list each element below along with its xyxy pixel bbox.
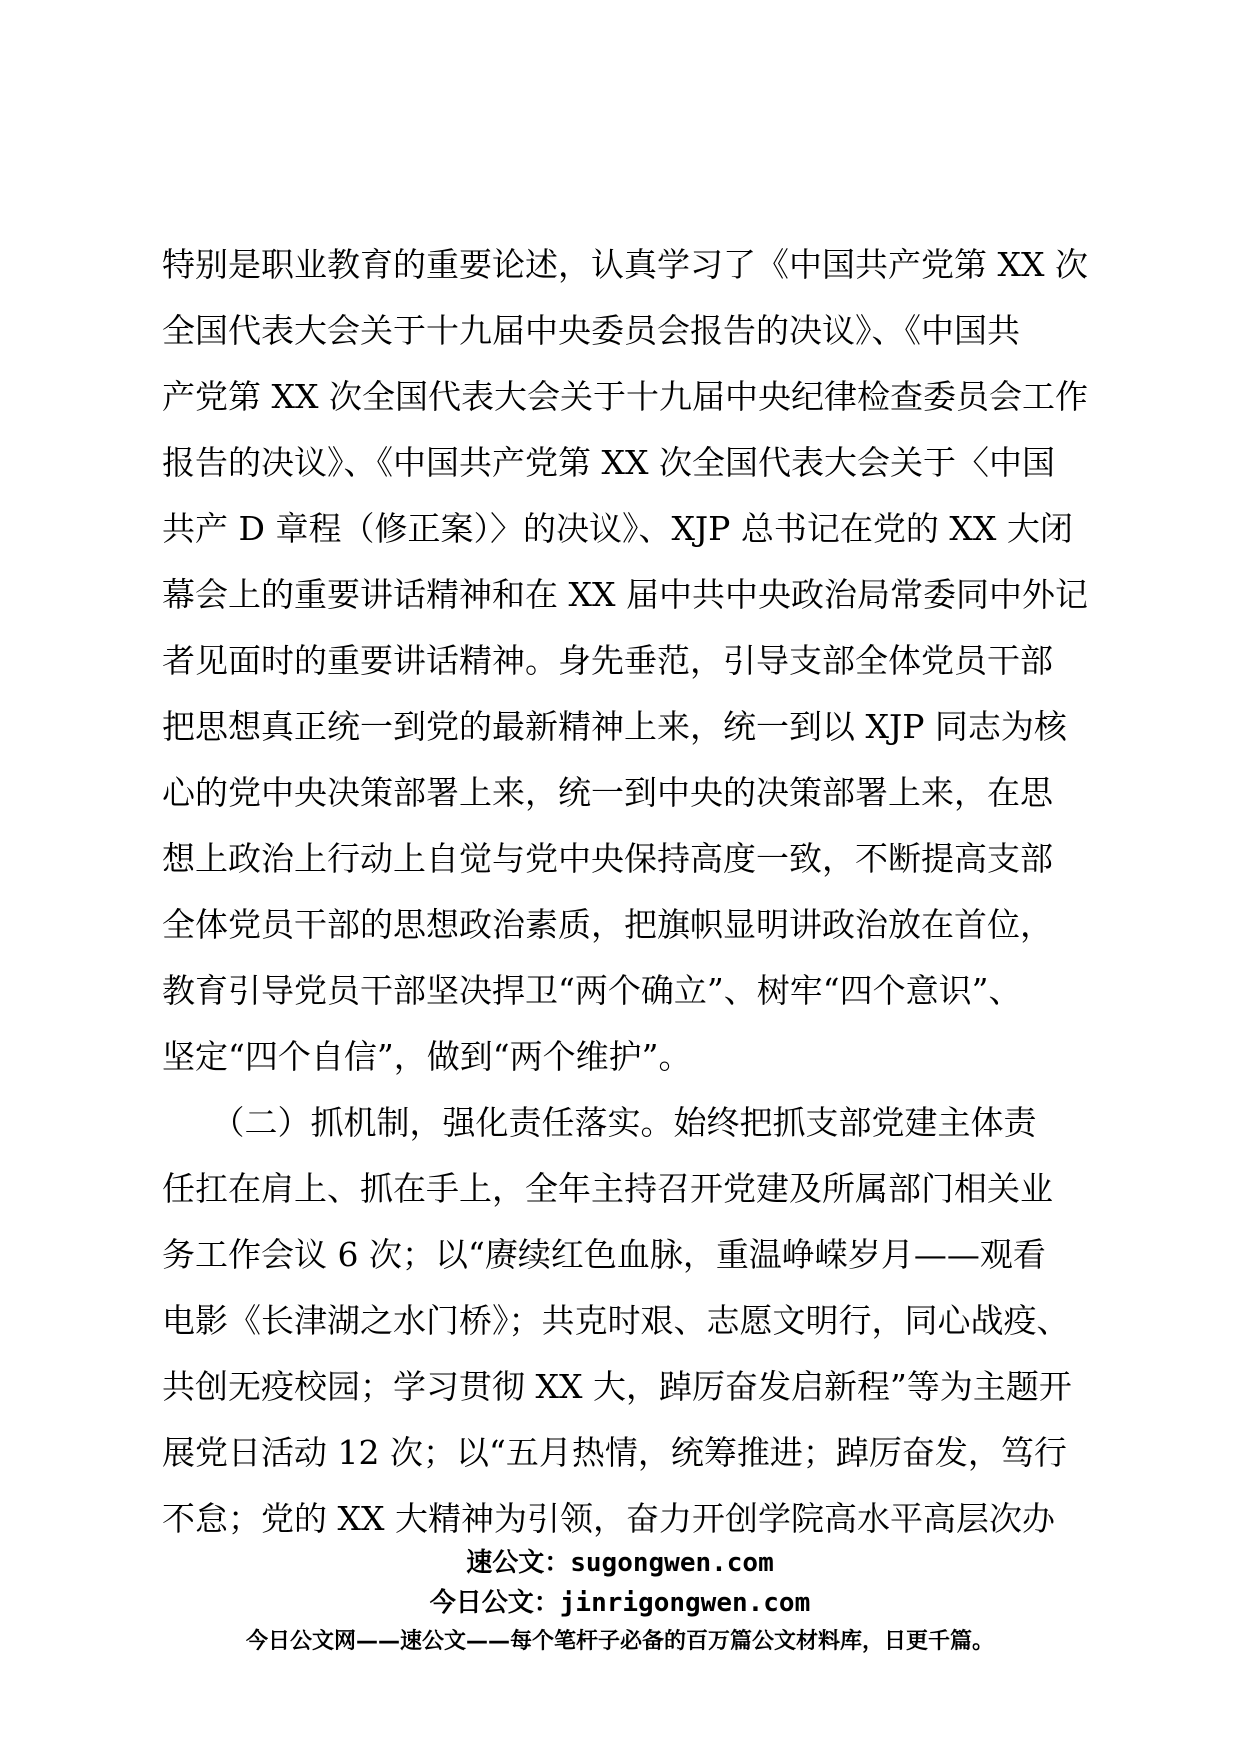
text-line: 报告的决议》、《中国共产党第 XX 次全国代表大会关于〈中国	[162, 443, 1055, 482]
text-line: 特别是职业教育的重要论述，认真学习了《中国共产党第 XX 次	[162, 245, 1088, 284]
footer-jinrigongwen	[0, 1585, 1240, 1621]
text-line: 者见面时的重要讲话精神。身先垂范，引导支部全体党员干部	[162, 641, 1053, 680]
text-line: 心的党中央决策部署上来，统一到中央的决策部署上来，在思	[162, 773, 1053, 812]
text-line: 把思想真正统一到党的最新精神上来，统一到以 XJP 同志为核	[162, 707, 1067, 746]
text-line: 共创无疫校园；学习贯彻 XX 大，踔厉奋发启新程”等为主题开	[162, 1367, 1072, 1406]
text-line: 电影《长津湖之水门桥》；共克时艰、志愿文明行，同心战疫、	[162, 1301, 1070, 1340]
footer-jinrigongwen-link[interactable]: jinrigongwen.com	[559, 1588, 811, 1618]
footer-sugongwen-link[interactable]: sugongwen.com	[570, 1548, 774, 1578]
text-line: 坚定“四个自信”，做到“两个维护”。	[162, 1037, 692, 1076]
text-line: 产党第 XX 次全国代表大会关于十九届中央纪律检查委员会工作	[162, 377, 1088, 416]
footer-jinrigongwen-label: 今日公文：	[429, 1588, 560, 1618]
text-line: 共产 D 章程（修正案）〉的决议》、XJP 总书记在党的 XX 大闭	[162, 509, 1073, 548]
text-line: 全国代表大会关于十九届中央委员会报告的决议》、《中国共	[162, 311, 1020, 350]
text-line: 不怠；党的 XX 大精神为引领，奋力开创学院高水平高层次办	[162, 1499, 1055, 1538]
text-line: （二）抓机制，强化责任落实。始终把抓支部党建主体责	[162, 1103, 1037, 1142]
body-text	[162, 232, 1088, 1552]
text-line: 幕会上的重要讲话精神和在 XX 届中共中央政治局常委同中外记	[162, 575, 1088, 614]
footer-sugongwen-label: 速公文：	[466, 1548, 571, 1578]
text-line: 全体党员干部的思想政治素质，把旗帜显明讲政治放在首位，	[162, 905, 1053, 944]
text-line: 务工作会议 6 次；以“赓续红色血脉，重温峥嵘岁月——观看	[162, 1235, 1046, 1274]
text-line: 任扛在肩上、抓在手上，全年主持召开党建及所属部门相关业	[162, 1169, 1053, 1208]
text-line: 教育引导党员干部坚决捍卫“两个确立”、树牢“四个意识”、	[162, 971, 1022, 1010]
footer-sugongwen	[0, 1545, 1240, 1581]
text-line: 想上政治上行动上自觉与党中央保持高度一致，不断提高支部	[162, 839, 1053, 878]
text-line: 展党日活动 12 次；以“五月热情，统筹推进；踔厉奋发，笃行	[162, 1433, 1067, 1472]
footer-tagline: 今日公文网——速公文——每个笔杆子必备的百万篇公文材料库，日更千篇。	[245, 1629, 994, 1654]
